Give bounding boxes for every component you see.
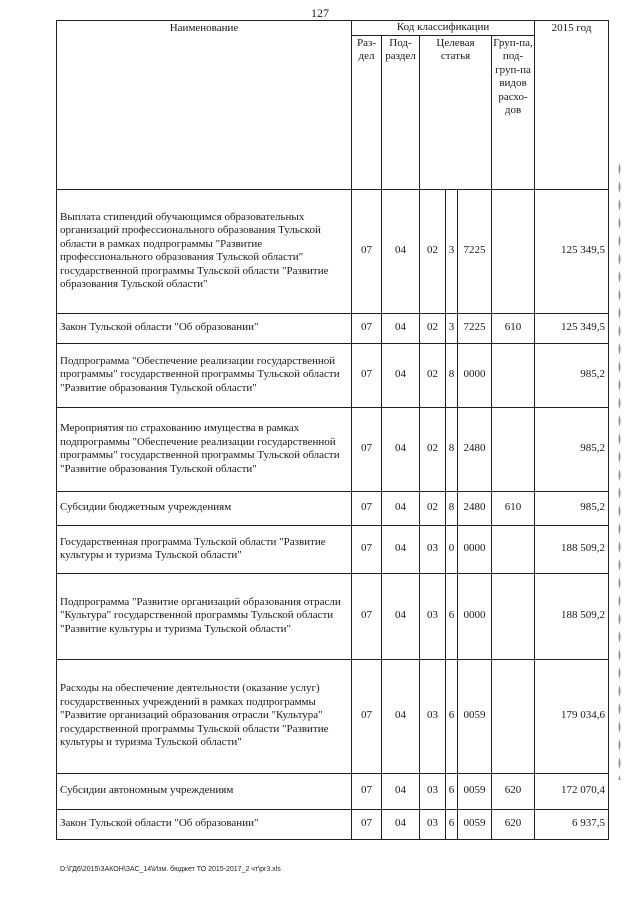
row-name: Выплата стипендий обучающимся образовательных организаций профессионального образования Тульской области в рамках подпрограммы "Развитие профессионального образования Тульской области" государственной программы Тульской области "Развитие образования Тульской области" [57, 189, 352, 313]
row-subsection: 04 [382, 809, 420, 839]
row-subprogram: 6 [446, 773, 458, 809]
row-program: 03 [420, 525, 446, 573]
row-section: 07 [352, 407, 382, 491]
row-expense-group [492, 343, 535, 407]
row-section: 07 [352, 313, 382, 343]
row-name: Мероприятия по страхованию имущества в рамках подпрограммы "Обеспечение реализации государственной программы" государственной программы Тульской области "Развитие образования Тульской области" [57, 407, 352, 491]
row-name: Субсидии бюджетным учреждениям [57, 491, 352, 525]
row-expense-group [492, 659, 535, 773]
footer-file-path: D:\ГД6\2015\ЗАКОН\ЗАС_14\Изм. бюджет ТО 2015-2017_2 чт\pr3.xls [60, 866, 281, 873]
row-subsection: 04 [382, 407, 420, 491]
scan-artifact-dots [618, 160, 621, 780]
row-article: 7225 [458, 313, 492, 343]
row-article: 0059 [458, 773, 492, 809]
row-subprogram: 6 [446, 659, 458, 773]
row-article: 0000 [458, 573, 492, 659]
row-program: 02 [420, 189, 446, 313]
row-name: Закон Тульской области "Об образовании" [57, 809, 352, 839]
row-subprogram: 8 [446, 343, 458, 407]
row-expense-group [492, 189, 535, 313]
table-row [57, 343, 609, 407]
row-subsection: 04 [382, 491, 420, 525]
row-subprogram: 3 [446, 313, 458, 343]
table-header [57, 21, 609, 190]
row-subsection: 04 [382, 189, 420, 313]
row-expense-group: 620 [492, 809, 535, 839]
row-article: 7225 [458, 189, 492, 313]
row-amount: 125 349,5 [535, 189, 609, 313]
row-program: 02 [420, 313, 446, 343]
row-amount: 179 034,6 [535, 659, 609, 773]
row-program: 03 [420, 773, 446, 809]
row-name: Подпрограмма "Развитие организаций образования отрасли "Культура" государственной программы Тульской области "Развитие культуры и туризма Тульской области" [57, 573, 352, 659]
header-name: Наименование [57, 21, 352, 190]
row-subprogram: 0 [446, 525, 458, 573]
header-expense-group: Груп-па, под-груп-па видов расхо-дов [492, 35, 535, 189]
row-subsection: 04 [382, 573, 420, 659]
row-amount: 985,2 [535, 491, 609, 525]
table-row [57, 525, 609, 573]
row-subprogram: 6 [446, 573, 458, 659]
row-section: 07 [352, 189, 382, 313]
row-amount: 188 509,2 [535, 525, 609, 573]
row-expense-group [492, 573, 535, 659]
row-section: 07 [352, 773, 382, 809]
row-program: 02 [420, 343, 446, 407]
table-row [57, 407, 609, 491]
header-subsection: Под-раздел [382, 35, 420, 189]
table-row [57, 809, 609, 839]
row-name: Расходы на обеспечение деятельности (оказание услуг) государственных учреждений в рамках подпрограммы "Развитие организаций образования отрасли "Культура" государственной программы Тульской области "Развитие культуры и туризма Тульской области" [57, 659, 352, 773]
row-subsection: 04 [382, 313, 420, 343]
row-section: 07 [352, 491, 382, 525]
row-amount: 125 349,5 [535, 313, 609, 343]
table-row [57, 313, 609, 343]
table-body [57, 189, 609, 839]
row-amount: 6 937,5 [535, 809, 609, 839]
row-subprogram: 8 [446, 407, 458, 491]
header-code-group: Код классификации [352, 21, 535, 36]
row-subprogram: 6 [446, 809, 458, 839]
row-section: 07 [352, 659, 382, 773]
row-subsection: 04 [382, 525, 420, 573]
row-article: 0000 [458, 343, 492, 407]
row-expense-group: 610 [492, 313, 535, 343]
row-expense-group: 610 [492, 491, 535, 525]
row-article: 2480 [458, 491, 492, 525]
header-year: 2015 год [535, 21, 609, 190]
row-program: 02 [420, 407, 446, 491]
row-amount: 172 070,4 [535, 773, 609, 809]
header-section: Раз-дел [352, 35, 382, 189]
row-expense-group: 620 [492, 773, 535, 809]
table-row [57, 659, 609, 773]
row-program: 02 [420, 491, 446, 525]
row-name: Закон Тульской области "Об образовании" [57, 313, 352, 343]
table-row [57, 773, 609, 809]
row-amount: 985,2 [535, 343, 609, 407]
budget-table [56, 20, 609, 840]
row-article: 2480 [458, 407, 492, 491]
row-program: 03 [420, 809, 446, 839]
row-article: 0059 [458, 809, 492, 839]
row-name: Государственная программа Тульской области "Развитие культуры и туризма Тульской области" [57, 525, 352, 573]
row-section: 07 [352, 525, 382, 573]
row-section: 07 [352, 573, 382, 659]
table-row [57, 573, 609, 659]
page-number: 127 [311, 6, 329, 20]
header-target-article: Целевая статья [420, 35, 492, 189]
row-section: 07 [352, 809, 382, 839]
row-name: Субсидии автономным учреждениям [57, 773, 352, 809]
row-subsection: 04 [382, 773, 420, 809]
row-section: 07 [352, 343, 382, 407]
row-name: Подпрограмма "Обеспечение реализации государственной программы" государственной программы Тульской области "Развитие образования Тульской области" [57, 343, 352, 407]
row-subsection: 04 [382, 659, 420, 773]
table-row [57, 491, 609, 525]
row-subprogram: 3 [446, 189, 458, 313]
row-program: 03 [420, 573, 446, 659]
row-expense-group [492, 525, 535, 573]
row-subprogram: 8 [446, 491, 458, 525]
row-article: 0000 [458, 525, 492, 573]
row-amount: 985,2 [535, 407, 609, 491]
row-program: 03 [420, 659, 446, 773]
row-amount: 188 509,2 [535, 573, 609, 659]
row-article: 0059 [458, 659, 492, 773]
row-subsection: 04 [382, 343, 420, 407]
row-expense-group [492, 407, 535, 491]
table-row [57, 189, 609, 313]
